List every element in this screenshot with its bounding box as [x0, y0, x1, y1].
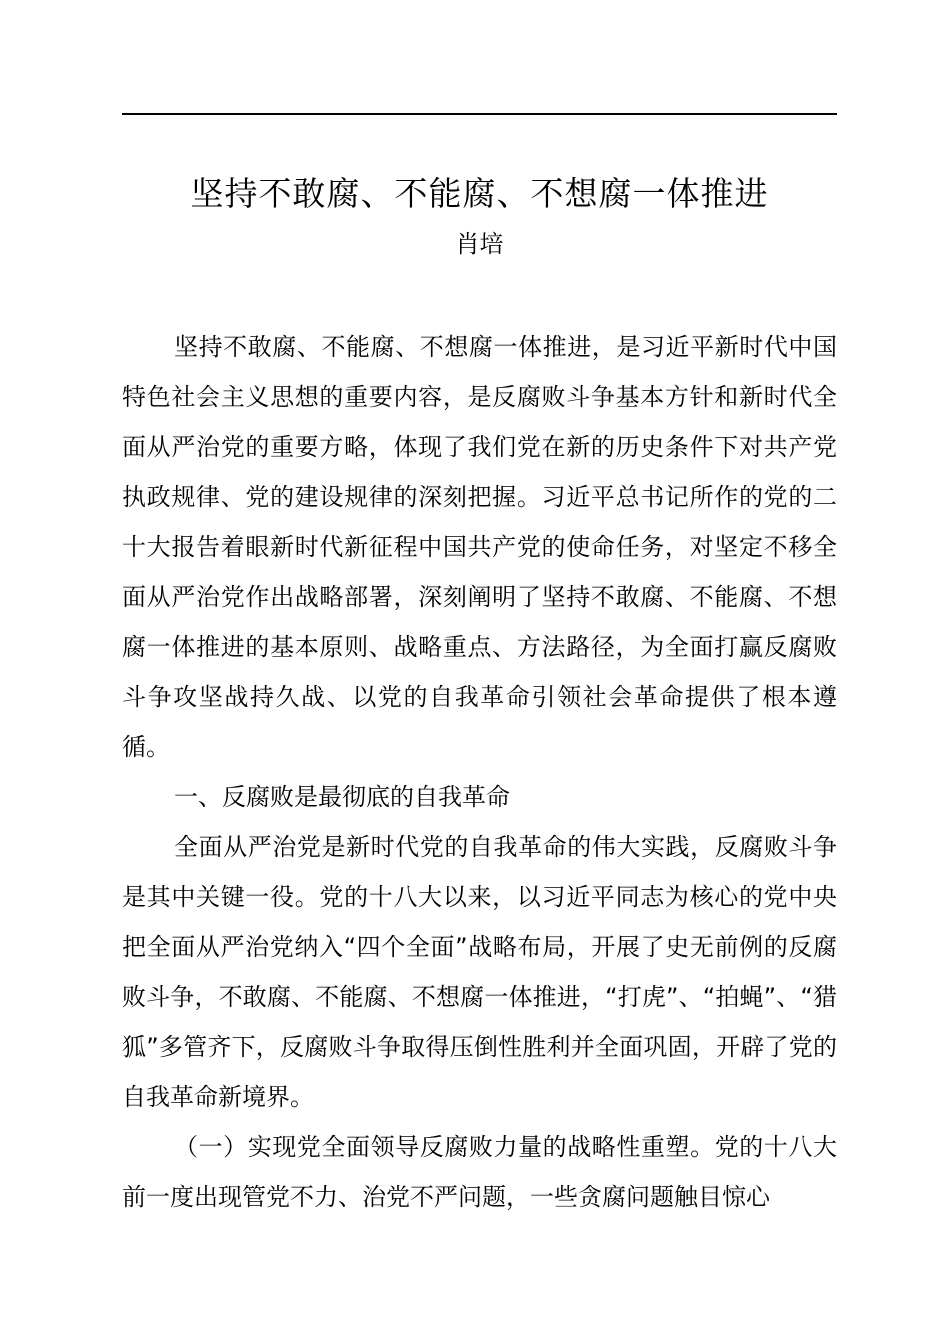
header-rule: [122, 113, 837, 115]
document-title: 坚持不敢腐、不能腐、不想腐一体推进: [190, 174, 769, 213]
document-body: [122, 322, 837, 1222]
paragraph-section-1: 全面从严治党是新时代党的自我革命的伟大实践，反腐败斗争是其中关键一役。党的十八大以来，以习近平同志为核心的党中央把全面从严治党纳入“四个全面”战略布局，开展了史无前例的反腐败斗争，不敢腐、不能腐、不想腐一体推进，“打虎”、“拍蝇”、“猎狐”多管齐下，反腐败斗争取得压倒性胜利并全面巩固，开辟了党的自我革命新境界。: [122, 833, 837, 1111]
paragraph-subsection-1: （一）实现党全面领导反腐败力量的战略性重塑。党的十八大前一度出现管党不力、治党不严问题，一些贪腐问题触目惊心: [122, 1133, 837, 1211]
paragraph-intro: 坚持不敢腐、不能腐、不想腐一体推进，是习近平新时代中国特色社会主义思想的重要内容，是反腐败斗争基本方针和新时代全面从严治党的重要方略，体现了我们党在新的历史条件下对共产党执政规律、党的建设规律的深刻把握。习近平总书记所作的党的二十大报告着眼新时代新征程中国共产党的使命任务，对坚定不移全面从严治党作出战略部署，深刻阐明了坚持不敢腐、不能腐、不想腐一体推进的基本原则、战略重点、方法路径，为全面打赢反腐败斗争攻坚战持久战、以党的自我革命引领社会革命提供了根本遵循。: [122, 333, 837, 761]
document-author: 肖培: [455, 230, 504, 258]
section-heading-1: 一、反腐败是最彻底的自我革命: [174, 783, 510, 811]
